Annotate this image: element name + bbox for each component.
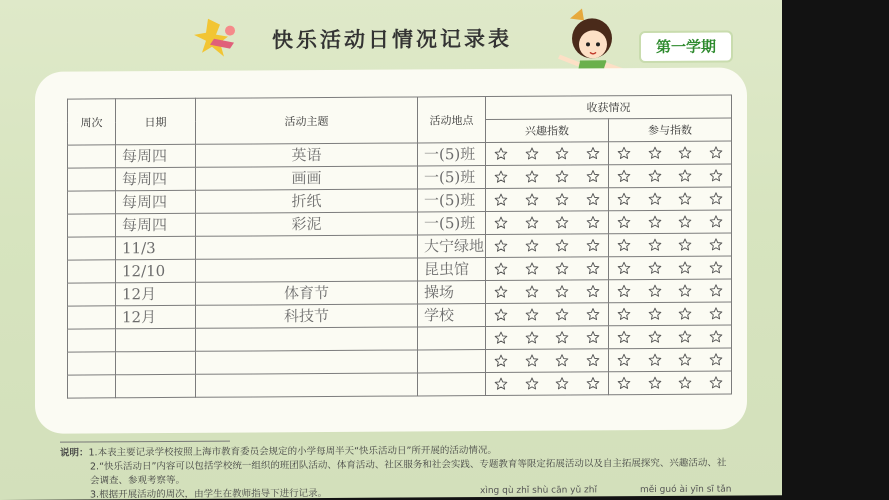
theme-cell[interactable] [196,350,418,374]
location-cell-text: 一(5)班 [424,214,476,233]
star-rating [486,372,608,395]
star-icon[interactable] [678,146,692,160]
star-rating [609,349,731,372]
participation-stars [609,279,732,303]
date-cell[interactable] [116,351,196,374]
star-icon[interactable] [586,330,600,344]
header-week: 周次 [68,99,116,145]
star-icon[interactable] [586,146,600,160]
star-icon[interactable] [617,215,631,229]
star-icon[interactable] [586,215,600,229]
star-icon[interactable] [617,238,631,252]
header-interest: 兴趣指数 [486,119,609,143]
date-cell-text: 每周四 [122,146,168,166]
star-icon[interactable] [494,216,508,230]
star-icon[interactable] [709,146,723,160]
star-icon[interactable] [494,285,508,299]
participation-stars [609,325,732,349]
header-harvest: 收获情况 [486,95,732,120]
star-icon[interactable] [648,376,662,390]
location-cell-text: 大宁绿地 [424,237,485,256]
theme-cell[interactable] [196,304,418,328]
table-row [68,371,732,398]
note-2: 2.“快乐活动日”内容可以包括学校统一组织的班团队活动、体育活动、社区服务和社会实践、专题教育等限定拓展活动以及自主拓展探究、兴趣活动、社 [90,457,727,473]
interest-stars [486,165,609,189]
star-icon[interactable] [678,376,692,390]
week-cell[interactable] [68,237,116,260]
star-icon[interactable] [525,262,539,276]
participation-stars [609,348,732,372]
interest-stars [486,349,609,373]
theme-cell-text: 折纸 [291,192,322,211]
star-icon[interactable] [494,377,508,391]
star-icon[interactable] [617,146,631,160]
interest-stars [486,280,609,304]
date-cell[interactable] [116,259,196,282]
star-icon[interactable] [555,170,569,184]
theme-cell-text [196,269,417,270]
participation-stars [609,164,732,188]
theme-cell[interactable] [196,235,418,259]
star-icon[interactable] [709,192,723,206]
date-cell[interactable] [116,190,196,213]
header-date: 日期 [116,98,196,144]
star-rating [609,165,731,188]
theme-cell-text [196,338,417,339]
date-cell[interactable] [116,328,196,351]
star-icon[interactable] [617,261,631,275]
location-cell[interactable] [418,350,486,373]
star-icon[interactable] [617,307,631,321]
note-2-cont: 会调查、参观考察等。 [90,474,186,487]
week-cell[interactable] [68,168,116,191]
note-1: 1.本表主要记录学校按照上海市教育委员会规定的小学每周半天“快乐活动日”所开展的活动情况。 [88,444,497,459]
location-cell[interactable] [418,212,486,235]
theme-cell-text: 画画 [291,169,322,188]
star-icon[interactable] [648,284,662,298]
star-icon[interactable] [525,216,539,230]
theme-cell-text [196,361,417,362]
star-icon[interactable] [586,169,600,183]
star-icon[interactable] [648,330,662,344]
location-cell[interactable] [418,166,486,189]
star-icon[interactable] [494,308,508,322]
star-icon[interactable] [555,308,569,322]
star-icon[interactable] [648,169,662,183]
header-theme: 活动主题 [196,97,418,144]
star-rating [609,280,731,303]
star-icon[interactable] [617,353,631,367]
location-cell-text: 昆虫馆 [424,260,470,279]
star-icon[interactable] [648,146,662,160]
star-icon[interactable] [648,238,662,252]
theme-cell-text: 英语 [291,146,322,165]
star-icon[interactable] [678,169,692,183]
star-icon[interactable] [617,284,631,298]
interest-stars [486,234,609,258]
star-icon[interactable] [586,284,600,298]
star-rating [609,188,731,211]
theme-cell[interactable] [196,373,418,397]
date-cell-text: 12月 [122,285,157,304]
theme-cell-text: 体育节 [283,283,329,303]
star-icon[interactable] [494,193,508,207]
theme-cell[interactable] [196,327,418,351]
date-cell[interactable] [116,374,196,397]
star-icon[interactable] [525,308,539,322]
star-rating [486,303,608,326]
star-icon[interactable] [617,376,631,390]
star-rating [486,142,608,165]
location-cell[interactable] [418,258,486,281]
date-cell[interactable] [116,144,196,167]
week-cell[interactable] [68,191,116,214]
star-icon[interactable] [586,376,600,390]
location-cell-text: 操场 [424,283,455,302]
week-cell[interactable] [68,306,116,329]
star-rating [486,165,608,188]
participation-stars [609,141,732,165]
star-icon[interactable] [555,377,569,391]
location-cell[interactable] [418,143,486,166]
week-cell[interactable] [68,214,116,237]
date-cell[interactable] [116,305,196,328]
participation-stars [609,233,732,257]
star-icon[interactable] [709,376,723,390]
star-icon[interactable] [648,215,662,229]
star-rating [486,211,608,234]
theme-cell-text [196,246,417,247]
week-cell[interactable] [68,375,116,398]
star-icon[interactable] [678,353,692,367]
star-rating [486,257,608,280]
star-rating [609,257,731,280]
date-cell-text: 每周四 [122,215,168,235]
star-icon[interactable] [648,192,662,206]
star-icon[interactable] [555,262,569,276]
theme-cell-text: 彩泥 [291,215,322,234]
activity-record-table [67,95,732,399]
star-rating [486,188,608,211]
participation-stars [609,256,732,280]
star-icon[interactable] [555,216,569,230]
star-icon[interactable] [678,284,692,298]
location-cell[interactable] [418,327,486,350]
date-cell-text: 每周四 [122,192,168,212]
table-body [68,141,732,398]
star-icon[interactable] [555,354,569,368]
star-icon[interactable] [709,169,723,183]
star-rating [609,234,731,257]
star-icon[interactable] [709,330,723,344]
star-icon[interactable] [525,170,539,184]
star-icon[interactable] [525,147,539,161]
star-icon[interactable] [586,353,600,367]
theme-cell[interactable] [196,143,418,167]
star-icon[interactable] [525,331,539,345]
star-icon[interactable] [555,193,569,207]
footer-pinyin-left: xìng qù zhǐ shù cān yǔ zhǐ [480,485,597,497]
star-rating [486,234,608,257]
date-cell-text: 12/10 [122,261,166,281]
star-icon[interactable] [709,215,723,229]
star-icon[interactable] [555,147,569,161]
star-icon[interactable] [586,192,600,206]
star-icon[interactable] [586,261,600,275]
week-cell[interactable] [68,283,116,306]
date-cell-text: 每周四 [122,169,168,189]
note-3: 3.根据开展活动的周次，由学生在教师指导下进行记录。 [90,488,328,500]
header-location: 活动地点 [418,97,486,143]
page-title: 快乐活动日情况记录表 [272,26,512,53]
interest-stars [486,257,609,281]
theme-cell-text: 科技节 [283,306,329,326]
date-cell[interactable] [116,236,196,259]
date-cell[interactable] [116,167,196,190]
star-icon[interactable] [586,307,600,321]
star-icon[interactable] [709,353,723,367]
star-icon[interactable] [525,354,539,368]
star-rating [486,280,608,303]
star-icon[interactable] [709,238,723,252]
participation-stars [609,371,732,395]
theme-cell[interactable] [196,166,418,190]
star-icon[interactable] [678,238,692,252]
star-icon[interactable] [678,261,692,275]
star-icon[interactable] [617,330,631,344]
location-cell[interactable] [418,373,486,396]
notes-label: 说明： [60,447,89,459]
term-badge: 第一学期 [641,33,731,62]
theme-cell-text [196,384,417,385]
star-icon[interactable] [617,192,631,206]
date-cell[interactable] [116,213,196,236]
star-rating [609,211,731,234]
star-rating [486,326,608,349]
star-icon[interactable] [525,377,539,391]
star-icon[interactable] [678,192,692,206]
star-icon[interactable] [678,307,692,321]
participation-stars [609,302,732,326]
star-rating [609,303,731,326]
interest-stars [486,142,609,166]
star-icon[interactable] [678,330,692,344]
theme-cell[interactable] [196,212,418,236]
star-icon[interactable] [494,239,508,253]
location-cell[interactable] [418,235,486,258]
star-rating [609,372,731,395]
location-cell-text: 学校 [424,306,455,325]
week-cell[interactable] [68,145,116,168]
location-cell-text: 一(5)班 [424,145,476,164]
star-icon[interactable] [555,285,569,299]
week-cell[interactable] [68,329,116,352]
star-icon[interactable] [555,239,569,253]
theme-cell[interactable] [196,281,418,305]
week-cell[interactable] [68,352,116,375]
star-icon[interactable] [525,285,539,299]
star-rating [609,142,731,165]
date-cell-text: 11/3 [122,239,156,258]
location-cell[interactable] [418,281,486,304]
interest-stars [486,372,609,396]
week-cell[interactable] [68,260,116,283]
star-icon[interactable] [617,169,631,183]
date-cell[interactable] [116,282,196,305]
participation-stars [609,210,732,234]
star-icon[interactable] [648,261,662,275]
theme-cell[interactable] [196,189,418,213]
star-rating [609,326,731,349]
location-cell[interactable] [418,189,486,212]
star-icon[interactable] [709,261,723,275]
star-icon[interactable] [586,238,600,252]
star-icon[interactable] [555,331,569,345]
footer-pinyin-right: měi guó ài yīn sī tǎn [640,484,732,496]
interest-stars [486,188,609,212]
star-icon[interactable] [494,262,508,276]
star-icon[interactable] [494,170,508,184]
star-icon[interactable] [494,147,508,161]
star-icon[interactable] [494,354,508,368]
interest-stars [486,326,609,350]
star-icon[interactable] [525,193,539,207]
star-icon[interactable] [494,331,508,345]
interest-stars [486,303,609,327]
notes-divider [60,441,230,443]
location-cell-text: 一(5)班 [424,168,476,187]
star-icon[interactable] [709,284,723,298]
star-icon[interactable] [709,307,723,321]
star-rating [486,349,608,372]
bird-decoration [190,12,250,64]
star-icon[interactable] [648,353,662,367]
participation-stars [609,187,732,211]
theme-cell[interactable] [196,258,418,282]
header-participation: 参与指数 [609,118,732,142]
location-cell-text: 一(5)班 [424,191,476,210]
star-icon[interactable] [648,307,662,321]
star-icon[interactable] [678,215,692,229]
interest-stars [486,211,609,235]
star-icon[interactable] [525,239,539,253]
date-cell-text: 12月 [122,308,157,327]
location-cell[interactable] [418,304,486,327]
